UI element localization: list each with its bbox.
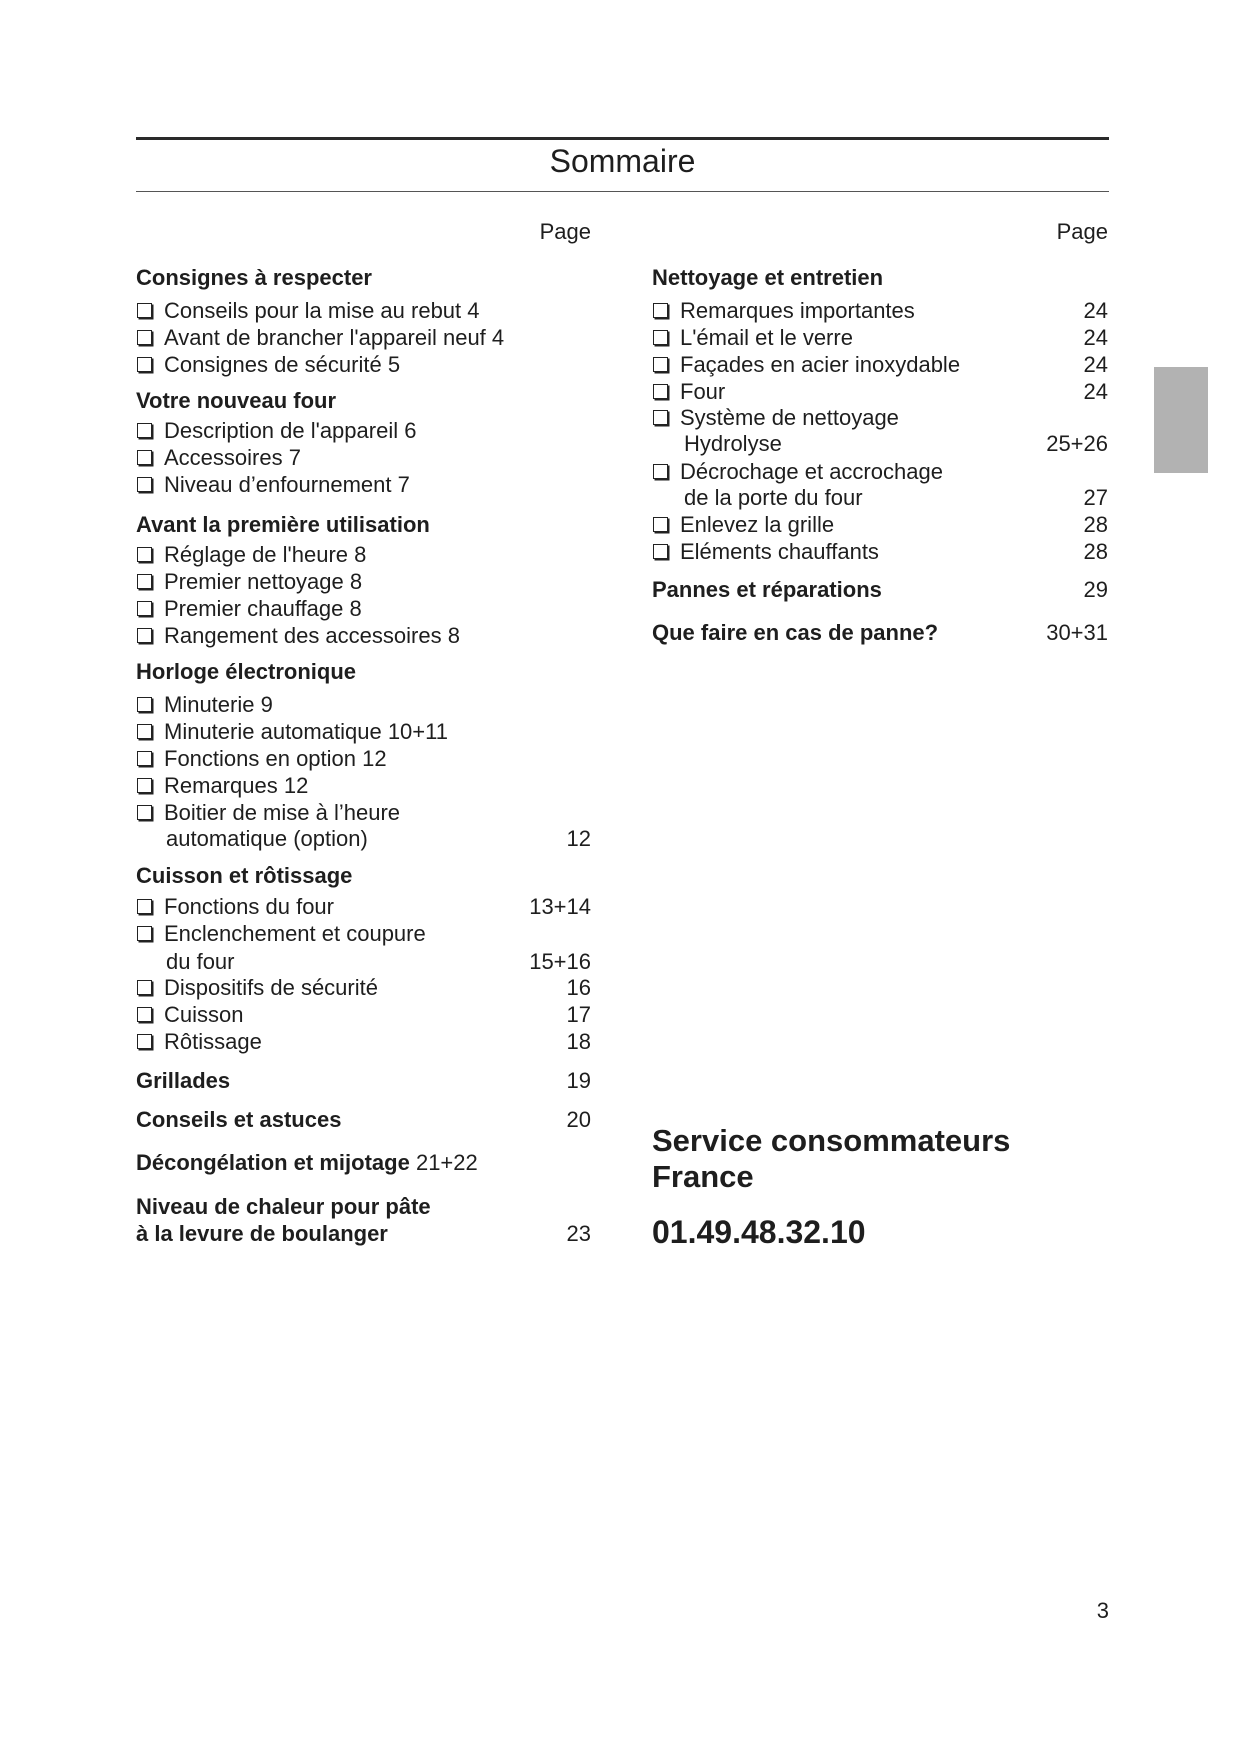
entry-label: L'émail et le verre xyxy=(680,325,853,350)
section-page: 30+31 xyxy=(1046,620,1108,645)
entry-label-continuation: du four xyxy=(166,949,235,974)
entry-page: 7 xyxy=(288,445,301,470)
entry-page: 5 xyxy=(387,352,401,377)
toc-entry xyxy=(136,799,591,826)
entry-page: 28 xyxy=(1083,539,1108,564)
toc-section xyxy=(136,1220,591,1247)
entry-label: Consignes de sécurité xyxy=(164,352,382,377)
toc-entry xyxy=(652,404,1108,431)
section-heading: Niveau de chaleur pour pâte xyxy=(136,1194,431,1219)
toc-entry xyxy=(136,1001,591,1028)
entry-label: Avant de brancher l'appareil neuf xyxy=(164,325,486,350)
entry-label: Accessoires xyxy=(164,445,283,470)
entry-label: Enlevez la grille xyxy=(680,512,835,537)
section-page: 29 xyxy=(1083,577,1108,602)
entry-label: Niveau d’enfournement xyxy=(164,472,392,497)
toc-entry xyxy=(136,772,591,799)
entry-page: 12 xyxy=(362,746,387,771)
checkbox-bullet-icon xyxy=(653,544,668,559)
entry-page: 8 xyxy=(447,623,460,648)
checkbox-bullet-icon xyxy=(653,330,668,345)
entry-page: 13+14 xyxy=(529,894,591,919)
entry-page: 24 xyxy=(1083,298,1108,323)
section-heading: Avant la première utilisation xyxy=(136,512,430,537)
checkbox-bullet-icon xyxy=(137,697,152,712)
toc-entry xyxy=(136,324,591,351)
toc-section xyxy=(136,1106,591,1133)
header-rule-top xyxy=(136,137,1109,140)
entry-page: 27 xyxy=(1083,485,1108,510)
toc-entry-continuation xyxy=(136,825,591,852)
toc-entry xyxy=(136,920,591,947)
entry-page: 4 xyxy=(491,325,505,350)
checkbox-bullet-icon xyxy=(137,477,152,492)
toc-entry xyxy=(652,511,1108,538)
section-heading: Votre nouveau four xyxy=(136,388,337,413)
section-heading: Conseils et astuces xyxy=(136,1107,342,1132)
checkbox-bullet-icon xyxy=(137,574,152,589)
toc-entry xyxy=(652,458,1108,485)
checkbox-bullet-icon xyxy=(137,628,152,643)
entry-label: Rôtissage xyxy=(164,1029,262,1054)
checkbox-bullet-icon xyxy=(137,601,152,616)
entry-label: Réglage de l'heure xyxy=(164,542,349,567)
toc-entry xyxy=(136,541,591,568)
page-number: 3 xyxy=(1096,1598,1109,1623)
section-heading: Pannes et réparations xyxy=(652,577,882,602)
entry-label-continuation: automatique (option) xyxy=(166,826,368,851)
entry-label: Description de l'appareil xyxy=(164,418,399,443)
section-heading-continuation: à la levure de boulanger xyxy=(136,1221,388,1246)
toc-entry xyxy=(136,1028,591,1055)
checkbox-bullet-icon xyxy=(137,724,152,739)
entry-page: 8 xyxy=(349,569,363,594)
toc-entry xyxy=(136,568,591,595)
service-phone: 01.49.48.32.10 xyxy=(652,1214,866,1250)
checkbox-bullet-icon xyxy=(653,384,668,399)
entry-page: 8 xyxy=(349,596,362,621)
right-column-header xyxy=(652,218,1108,245)
entry-page: 24 xyxy=(1083,352,1108,377)
toc-entry xyxy=(136,417,591,444)
toc-entry xyxy=(136,691,591,718)
toc-section xyxy=(652,619,1108,646)
section-heading: Horloge électronique xyxy=(136,659,357,684)
toc-entry-continuation xyxy=(652,484,1108,511)
toc-entry xyxy=(136,297,591,324)
entry-page: 18 xyxy=(566,1029,591,1054)
entry-page: 10+11 xyxy=(387,719,448,744)
toc-entry xyxy=(136,444,591,471)
entry-label: Eléments chauffants xyxy=(680,539,879,564)
entry-label: Système de nettoyage xyxy=(680,405,899,430)
entry-page: 25+26 xyxy=(1046,431,1108,456)
entry-label: Fonctions en option xyxy=(164,746,357,771)
checkbox-bullet-icon xyxy=(137,357,152,372)
toc-entry xyxy=(136,595,591,622)
checkbox-bullet-icon xyxy=(137,423,152,438)
entry-page: 24 xyxy=(1083,379,1108,404)
checkbox-bullet-icon xyxy=(137,450,152,465)
section-heading: Que faire en cas de panne? xyxy=(652,620,939,645)
entry-label: Boitier de mise à l’heure xyxy=(164,800,401,825)
checkbox-bullet-icon xyxy=(137,1007,152,1022)
toc-entry xyxy=(136,351,591,378)
entry-label: Cuisson xyxy=(164,1002,244,1027)
checkbox-bullet-icon xyxy=(137,805,152,820)
checkbox-bullet-icon xyxy=(653,410,668,425)
service-title: Service consommateurs xyxy=(652,1123,1011,1158)
toc-entry xyxy=(136,745,591,772)
checkbox-bullet-icon xyxy=(653,517,668,532)
toc-entry xyxy=(652,351,1108,378)
entry-page: 4 xyxy=(467,298,480,323)
checkbox-bullet-icon xyxy=(137,980,152,995)
toc-entry xyxy=(136,974,591,1001)
section-heading: Cuisson et rôtissage xyxy=(136,863,353,888)
checkbox-bullet-icon xyxy=(137,778,152,793)
toc-entry xyxy=(136,718,591,745)
section-heading: Nettoyage et entretien xyxy=(652,265,884,290)
entry-page: 8 xyxy=(354,542,367,567)
checkbox-bullet-icon xyxy=(137,1034,152,1049)
toc-entry xyxy=(136,893,591,920)
toc-section xyxy=(652,576,1108,603)
checkbox-bullet-icon xyxy=(137,303,152,318)
checkbox-bullet-icon xyxy=(137,547,152,562)
entry-page: 24 xyxy=(1083,325,1108,350)
entry-label: Façades en acier inoxydable xyxy=(680,352,961,377)
toc-entry-continuation xyxy=(136,948,591,975)
section-page: 21+22 xyxy=(415,1150,478,1175)
entry-label: Minuterie xyxy=(164,692,255,717)
entry-page: 17 xyxy=(566,1002,591,1027)
checkbox-bullet-icon xyxy=(653,464,668,479)
toc-entry xyxy=(652,297,1108,324)
entry-page: 28 xyxy=(1083,512,1108,537)
section-page: 20 xyxy=(566,1107,591,1132)
toc-section xyxy=(136,1149,591,1176)
entry-label: Premier nettoyage xyxy=(164,569,344,594)
section-heading: Consignes à respecter xyxy=(136,265,372,290)
service-country: France xyxy=(652,1159,754,1194)
toc-section xyxy=(136,1067,591,1094)
entry-label: Premier chauffage xyxy=(164,596,344,621)
checkbox-bullet-icon xyxy=(653,303,668,318)
entry-label: Remarques importantes xyxy=(680,298,915,323)
toc-entry xyxy=(652,378,1108,405)
section-page: 19 xyxy=(566,1068,591,1093)
entry-label-continuation: Hydrolyse xyxy=(684,431,782,456)
entry-label: Rangement des accessoires xyxy=(164,623,442,648)
entry-page: 9 xyxy=(260,692,273,717)
section-tab-marker xyxy=(1154,367,1208,473)
checkbox-bullet-icon xyxy=(137,899,152,914)
entry-label: Minuterie automatique xyxy=(164,719,382,744)
entry-page: 16 xyxy=(566,975,591,1000)
entry-label: Enclenchement et coupure xyxy=(164,921,426,946)
entry-label: Dispositifs de sécurité xyxy=(164,975,378,1000)
entry-page: 15+16 xyxy=(529,949,591,974)
entry-label: Décrochage et accrochage xyxy=(680,459,943,484)
toc-entry xyxy=(136,471,591,498)
entry-label: Four xyxy=(680,379,726,404)
entry-label: Fonctions du four xyxy=(164,894,334,919)
entry-page: 6 xyxy=(404,418,417,443)
entry-label-continuation: de la porte du four xyxy=(684,485,863,510)
entry-label: Conseils pour la mise au rebut xyxy=(164,298,462,323)
entry-page: 7 xyxy=(397,472,410,497)
left-column-header xyxy=(136,218,591,245)
toc-entry xyxy=(652,324,1108,351)
toc-entry xyxy=(652,538,1108,565)
section-heading: Grillades xyxy=(136,1068,231,1093)
checkbox-bullet-icon xyxy=(653,357,668,372)
entry-page: 12 xyxy=(283,773,309,798)
section-page: 23 xyxy=(566,1221,591,1246)
page-column-label: Page xyxy=(1056,219,1108,244)
page-column-label: Page xyxy=(539,219,591,244)
checkbox-bullet-icon xyxy=(137,330,152,345)
entry-label: Remarques xyxy=(164,773,278,798)
header-rule-bottom xyxy=(136,191,1109,192)
checkbox-bullet-icon xyxy=(137,751,152,766)
checkbox-bullet-icon xyxy=(137,926,152,941)
toc-entry xyxy=(136,622,591,649)
section-heading: Décongélation et mijotage xyxy=(136,1150,410,1175)
entry-page: 12 xyxy=(566,826,591,851)
page-title: Sommaire xyxy=(549,143,696,179)
toc-entry-continuation xyxy=(652,430,1108,457)
